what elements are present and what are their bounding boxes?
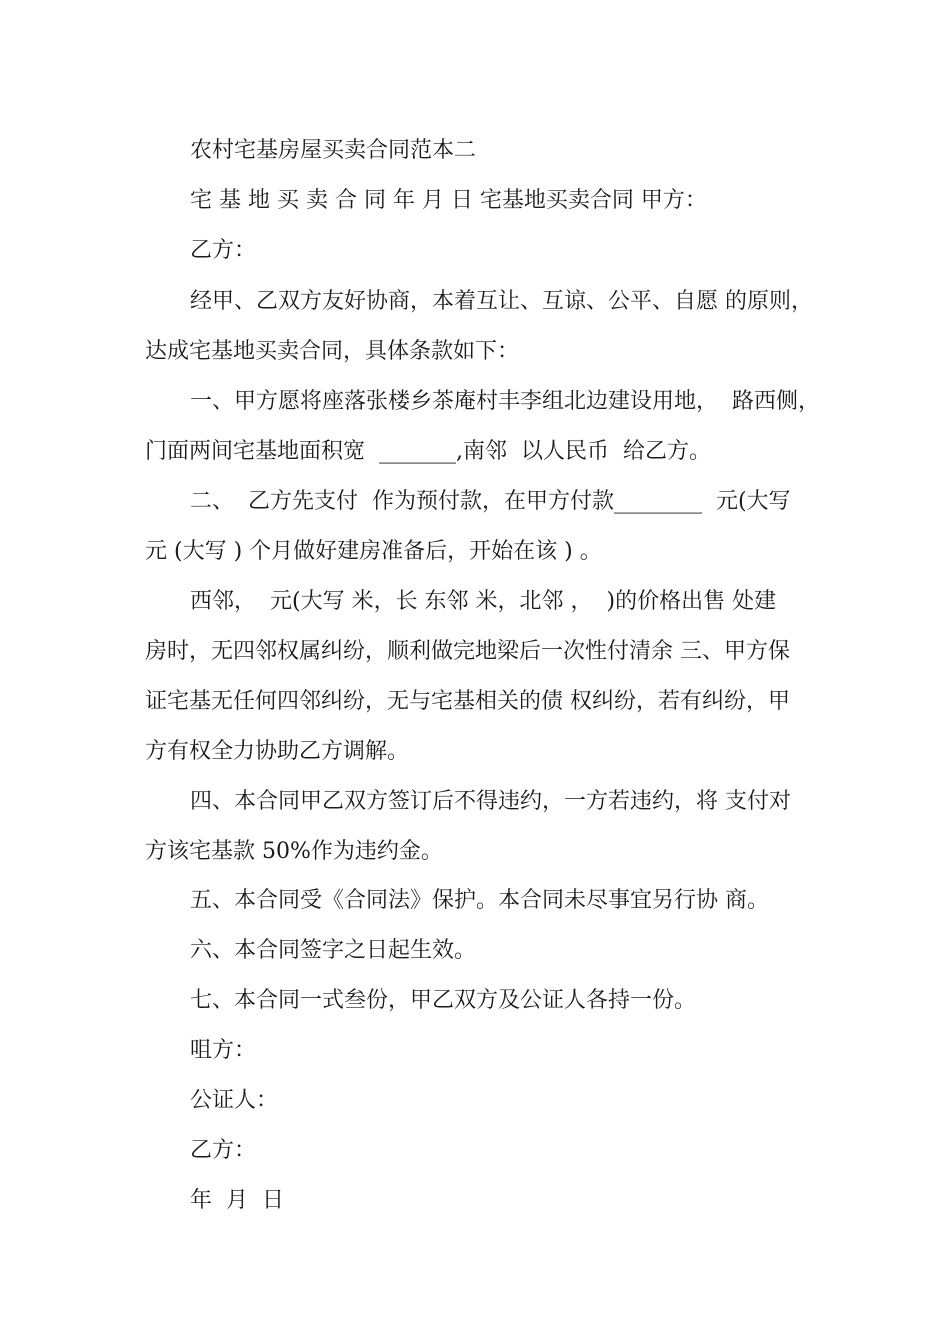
paragraph-line: 七、本合同一式叁份，甲乙双方及公证人各持一份。 (190, 988, 697, 1013)
paragraph-line: 经甲、乙双方友好协商，本着互让、互谅、公平、自愿 的原则， (190, 289, 813, 314)
signature-notary: 公证人： (190, 1088, 279, 1113)
paragraph-line: 西邻， 元(大写 米，长 东邻 米，北邻 ， )的价格出售 处建 (190, 589, 777, 614)
paragraph-line: 房时，无四邻权属纠纷，顺利做完地梁后一次性付清余 三、甲方保 (145, 639, 790, 664)
paragraph-line: 达成宅基地买卖合同，具体条款如下： (145, 339, 520, 364)
paragraph-line: 乙方： (190, 238, 257, 263)
signature-date: 年 月 日 (190, 1188, 284, 1213)
paragraph-line: 宅 基 地 买 卖 合 同 年 月 日 宅基地买卖合同 甲方： (190, 188, 707, 213)
paragraph-line: 五、本合同受《合同法》保护。本合同未尽事宜另行协 商。 (190, 888, 769, 913)
document-title: 农村宅基房屋买卖合同范本二 (190, 138, 477, 163)
paragraph-line: 方有权全力协助乙方调解。 (145, 739, 410, 764)
paragraph-line: 四、本合同甲乙双方签订后不得违约，一方若违约，将 支付对 (190, 789, 791, 814)
signature-party-a: 咀方： (190, 1038, 257, 1063)
signature-party-b: 乙方： (190, 1138, 257, 1163)
paragraph-line: 方该宅基款 50%作为违约金。 (145, 839, 443, 864)
paragraph-line: 门面两间宅基地面积宽 _______,南邻 以人民币 给乙方。 (145, 439, 711, 464)
paragraph-line: 元 (大写 ) 个月做好建房准备后，开始在该 ) 。 (145, 539, 602, 564)
paragraph-line: 证宅基无任何四邻纠纷，无与宅基相关的债 权纠纷，若有纠纷，甲 (145, 689, 790, 714)
paragraph-line: 六、本合同签字之日起生效。 (190, 938, 477, 963)
paragraph-line: 二、 乙方先支付 作为预付款，在甲方付款________ 元(大写 (190, 489, 791, 514)
paragraph-line: 一、甲方愿将座落张楼乡茶庵村丰李组北边建设用地， 路西侧， (190, 389, 820, 414)
